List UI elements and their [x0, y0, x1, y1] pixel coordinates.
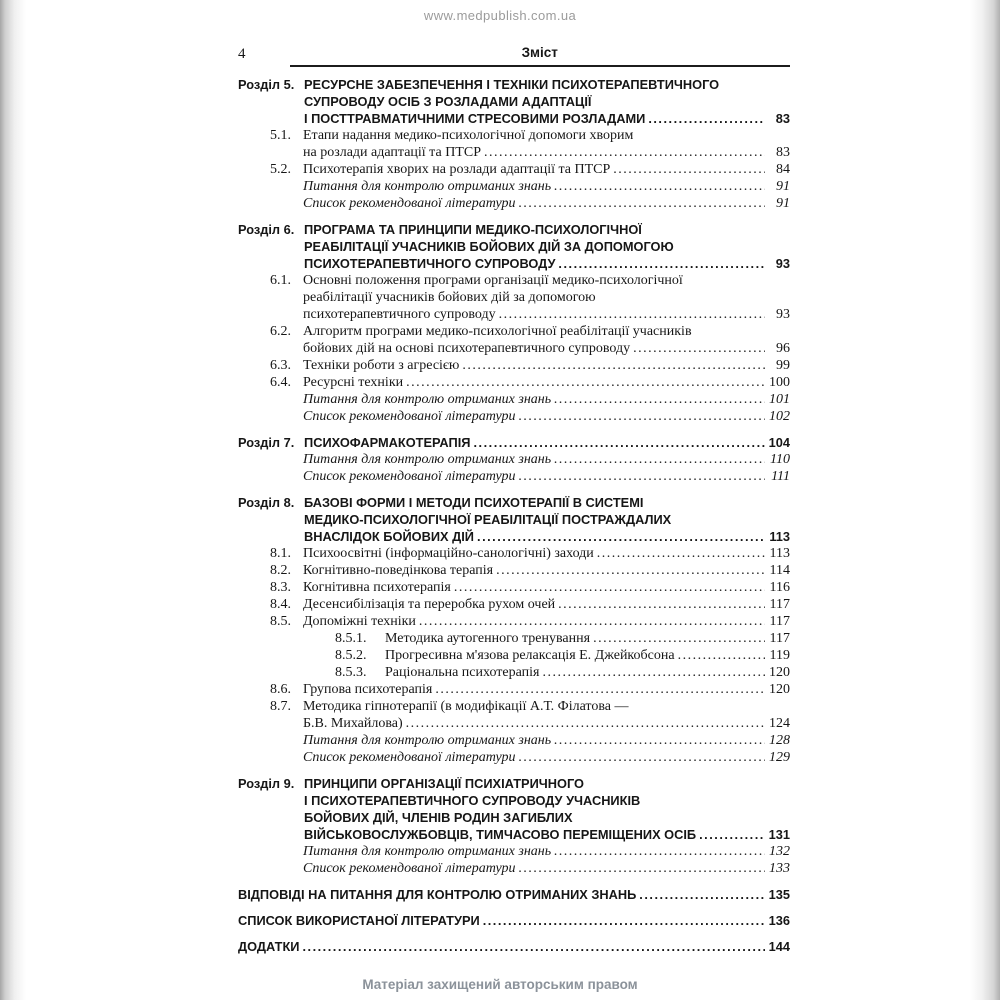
toc-entry-text: Раціональна психотерапія	[385, 665, 540, 680]
toc-entry-page: 119	[769, 648, 790, 663]
toc-entry-text: ПСИХОФАРМАКОТЕРАПІЯ	[304, 435, 471, 450]
toc-entry-row	[238, 391, 790, 408]
toc-entry-page: 93	[776, 307, 790, 322]
toc-entry-label: 8.5.3.	[335, 665, 367, 680]
toc-entry	[238, 613, 790, 630]
toc-entry-text: СПИСОК ВИКОРИСТАНОЇ ЛІТЕРАТУРИ	[238, 913, 480, 928]
toc-entry-text: Питання для контролю отриманих знань	[303, 452, 552, 467]
toc-entry-page: 91	[776, 179, 790, 194]
toc-entry-label: 6.1.	[270, 273, 291, 288]
toc-entry-row	[238, 826, 790, 843]
toc-entry-page: 83	[775, 111, 790, 126]
toc-entry-row	[238, 528, 790, 545]
toc-entry	[238, 938, 790, 955]
dot-leader	[613, 161, 765, 178]
dot-leader	[519, 860, 765, 877]
toc-entry-text: Психоосвітні (інформаційно-санологічні) заходи	[303, 546, 594, 561]
toc-entry-row	[238, 792, 790, 809]
toc-entry	[238, 912, 790, 929]
toc-entry-text: ВІДПОВІДІ НА ПИТАННЯ ДЛЯ КОНТРОЛЮ ОТРИМАНИХ ЗНАНЬ	[238, 887, 637, 902]
toc-entry-text: Методика аутогенного тренування	[385, 631, 591, 646]
toc-entry-text: Десенсибілізація та переробка рухом очей	[303, 597, 556, 612]
toc-entry-row	[238, 775, 790, 792]
toc-entry-text: Техніки роботи з агресією	[303, 358, 460, 373]
toc-entry-text: І ПСИХОТЕРАПЕВТИЧНОГО СУПРОВОДУ УЧАСНИКІВ	[304, 793, 641, 808]
dot-leader	[454, 579, 765, 596]
toc-entry-page: 132	[769, 844, 790, 859]
toc-entry	[238, 468, 790, 485]
toc-entry-row	[238, 272, 790, 289]
dot-leader	[699, 826, 765, 843]
toc-entry-row	[238, 562, 790, 579]
toc-entry	[238, 886, 790, 903]
toc-entry-page: 84	[776, 162, 790, 177]
toc-entry	[238, 374, 790, 391]
toc-entry-row	[238, 144, 790, 161]
toc-entry-row	[238, 596, 790, 613]
toc-entry-row	[238, 715, 790, 732]
dot-leader	[302, 938, 765, 955]
toc-entry-row	[238, 698, 790, 715]
dot-leader	[519, 408, 765, 425]
toc-entry-page: 91	[776, 196, 790, 211]
dot-leader	[558, 596, 765, 613]
toc-entry-text: І ПОСТТРАВМАТИЧНИМИ СТРЕСОВИМИ РОЗЛАДАМИ	[304, 111, 646, 126]
toc-entry-page: 116	[769, 580, 790, 595]
dot-leader	[639, 886, 765, 903]
toc-entry-page: 120	[769, 665, 790, 680]
toc-entry-page: 113	[769, 546, 790, 561]
dot-leader	[593, 630, 765, 647]
toc-entry-row	[238, 938, 790, 955]
dot-leader	[519, 468, 765, 485]
toc-entry	[238, 545, 790, 562]
copyright-footer: Матеріал захищений авторським правом	[362, 977, 638, 992]
toc-entry-row	[238, 579, 790, 596]
toc-entry-row	[238, 357, 790, 374]
dot-leader	[462, 357, 765, 374]
dot-leader	[633, 340, 765, 357]
toc-entry-page: 113	[769, 529, 790, 544]
toc-entry-page: 144	[768, 939, 790, 954]
toc-entry-text: Список рекомендованої літератури	[303, 196, 516, 211]
toc-entry-text: СУПРОВОДУ ОСІБ З РОЗЛАДАМИ АДАПТАЦІЇ	[304, 94, 592, 109]
page-heading: Зміст	[521, 45, 558, 60]
toc-entry-row	[238, 238, 790, 255]
toc-entry-page: 93	[775, 256, 790, 271]
toc-entry-row	[238, 178, 790, 195]
dot-leader	[477, 528, 765, 545]
toc-entry-text: Список рекомендованої літератури	[303, 750, 516, 765]
toc-entry	[238, 843, 790, 860]
page-content	[238, 44, 790, 955]
toc-entry-text: Когнітивно-поведінкова терапія	[303, 563, 494, 578]
toc-entry-row	[238, 127, 790, 144]
toc-entry-text: Прогресивна м'язова релаксація Е. Джейкобсона	[385, 648, 675, 663]
toc-entry-row	[238, 323, 790, 340]
toc-entry-label: 5.1.	[270, 128, 291, 143]
dot-leader	[597, 545, 765, 562]
toc-entry-page: 83	[776, 145, 790, 160]
toc-entry-row	[238, 110, 790, 127]
toc-entry-row	[238, 664, 790, 681]
dot-leader	[406, 374, 765, 391]
toc-entry	[238, 323, 790, 357]
toc-entry-row	[238, 221, 790, 238]
toc-entry-row	[238, 93, 790, 110]
toc-entry-row	[238, 195, 790, 212]
toc-entry-label: 8.5.	[270, 614, 291, 629]
toc-list	[238, 76, 790, 955]
dot-leader	[554, 178, 765, 195]
toc-entry-row	[238, 886, 790, 903]
toc-entry-row	[238, 408, 790, 425]
toc-entry-text: Б.В. Михайлова)	[303, 716, 403, 731]
dot-leader	[554, 451, 765, 468]
toc-entry	[238, 391, 790, 408]
toc-entry	[238, 749, 790, 766]
toc-entry-page: 129	[769, 750, 790, 765]
toc-entry	[238, 562, 790, 579]
toc-entry-page: 110	[770, 452, 790, 467]
toc-entry-label: 5.2.	[270, 162, 291, 177]
toc-entry-text: Питання для контролю отриманих знань	[303, 179, 552, 194]
toc-entry-label: Розділ 8.	[238, 495, 295, 510]
toc-entry-text: Питання для контролю отриманих знань	[303, 844, 552, 859]
toc-entry-row	[238, 545, 790, 562]
toc-entry-label: 6.3.	[270, 358, 291, 373]
toc-entry-row	[238, 647, 790, 664]
heading-rule	[290, 44, 791, 67]
toc-entry-text: Етапи надання медико-психологічної допомоги хворим	[303, 128, 634, 143]
dot-leader	[554, 732, 765, 749]
dot-leader	[483, 912, 765, 929]
toc-entry-text: ПРОГРАМА ТА ПРИНЦИПИ МЕДИКО-ПСИХОЛОГІЧНОЇ	[304, 222, 642, 237]
toc-entry-page: 114	[769, 563, 790, 578]
toc-entry-label: 8.7.	[270, 699, 291, 714]
toc-entry-row	[238, 860, 790, 877]
toc-entry-label: 6.4.	[270, 375, 291, 390]
toc-entry	[238, 775, 790, 843]
toc-entry-text: бойових дій на основі психотерапевтичного супроводу	[303, 341, 631, 356]
dot-leader	[435, 681, 765, 698]
toc-entry-text: БАЗОВІ ФОРМИ І МЕТОДИ ПСИХОТЕРАПІЇ В СИСТЕМІ	[304, 495, 644, 510]
toc-entry-row	[238, 340, 790, 357]
toc-entry-page: 131	[768, 827, 790, 842]
dot-leader	[648, 110, 765, 127]
toc-entry-text: Питання для контролю отриманих знань	[303, 392, 552, 407]
toc-entry-row	[238, 306, 790, 323]
toc-entry	[238, 408, 790, 425]
toc-entry	[238, 451, 790, 468]
toc-entry-page: 99	[776, 358, 790, 373]
toc-entry-row	[238, 468, 790, 485]
toc-entry-label: 8.5.2.	[335, 648, 367, 663]
toc-entry	[238, 221, 790, 272]
toc-entry-page: 128	[769, 733, 790, 748]
dot-leader	[484, 144, 765, 161]
toc-entry	[238, 860, 790, 877]
toc-entry-label: Розділ 7.	[238, 435, 295, 450]
toc-entry-row	[238, 374, 790, 391]
scan-edge-left	[0, 0, 26, 1000]
toc-entry-row	[238, 76, 790, 93]
toc-entry-text: Алгоритм програми медико-психологічної реабілітації учасників	[303, 324, 692, 339]
toc-entry-text: Основні положення програми організації медико-психологічної	[303, 273, 683, 288]
toc-entry-row	[238, 511, 790, 528]
dot-leader	[496, 562, 765, 579]
dot-leader	[554, 843, 765, 860]
toc-entry	[238, 494, 790, 545]
toc-entry-text: ВІЙСЬКОВОСЛУЖБОВЦІВ, ТИМЧАСОВО ПЕРЕМІЩЕНИХ ОСІБ	[304, 827, 697, 842]
toc-entry-page: 135	[768, 887, 790, 902]
toc-entry-label: 8.5.1.	[335, 631, 367, 646]
toc-entry	[238, 195, 790, 212]
toc-entry	[238, 681, 790, 698]
toc-entry-row	[238, 255, 790, 272]
toc-entry-row	[238, 912, 790, 929]
toc-entry-page: 133	[769, 861, 790, 876]
toc-entry	[238, 647, 790, 664]
toc-entry-text: РЕСУРСНЕ ЗАБЕЗПЕЧЕННЯ І ТЕХНІКИ ПСИХОТЕРАПЕВТИЧНОГО	[304, 77, 720, 92]
toc-entry-label: 8.1.	[270, 546, 291, 561]
toc-entry-text: Список рекомендованої літератури	[303, 409, 516, 424]
toc-entry	[238, 178, 790, 195]
dot-leader	[554, 391, 765, 408]
dot-leader	[678, 647, 765, 664]
toc-entry-row	[238, 289, 790, 306]
toc-entry-text: ПРИНЦИПИ ОРГАНІЗАЦІЇ ПСИХІАТРИЧНОГО	[304, 776, 585, 791]
toc-entry	[238, 127, 790, 161]
toc-entry-row	[238, 749, 790, 766]
toc-entry-page: 124	[769, 716, 790, 731]
toc-entry-text: МЕДИКО-ПСИХОЛОГІЧНОЇ РЕАБІЛІТАЦІЇ ПОСТРАЖДАЛИХ	[304, 512, 672, 527]
toc-entry-text: Список рекомендованої літератури	[303, 469, 516, 484]
toc-entry-page: 101	[769, 392, 790, 407]
toc-entry	[238, 434, 790, 451]
toc-entry-text: РЕАБІЛІТАЦІЇ УЧАСНИКІВ БОЙОВИХ ДІЙ ЗА ДОПОМОГОЮ	[304, 239, 674, 254]
toc-entry-text: Список рекомендованої літератури	[303, 861, 516, 876]
page-header	[238, 44, 790, 67]
toc-entry-page: 100	[769, 375, 790, 390]
toc-entry-row	[238, 161, 790, 178]
toc-entry-row	[238, 434, 790, 451]
toc-entry-row	[238, 613, 790, 630]
dot-leader	[473, 434, 765, 451]
toc-entry-label: 8.3.	[270, 580, 291, 595]
toc-entry-text: Методика гіпнотерапії (в модифікації А.Т. Філатова —	[303, 699, 629, 714]
toc-entry	[238, 630, 790, 647]
toc-entry	[238, 579, 790, 596]
dot-leader	[519, 195, 765, 212]
toc-entry-page: 120	[769, 682, 790, 697]
toc-entry-label: Розділ 5.	[238, 77, 295, 92]
toc-entry-row	[238, 843, 790, 860]
toc-entry-text: реабілітації учасників бойових дій за допомогою	[303, 290, 596, 305]
toc-entry-text: Групова психотерапія	[303, 682, 433, 697]
toc-entry-page: 117	[769, 631, 790, 646]
toc-entry-row	[238, 451, 790, 468]
toc-entry-page: 117	[769, 614, 790, 629]
toc-entry-row	[238, 732, 790, 749]
toc-entry	[238, 664, 790, 681]
toc-entry-page: 136	[768, 913, 790, 928]
toc-entry-page: 117	[769, 597, 790, 612]
toc-entry-text: на розлади адаптації та ПТСР	[303, 145, 481, 160]
toc-entry-text: Когнітивна психотерапія	[303, 580, 451, 595]
toc-entry	[238, 357, 790, 374]
toc-entry-row	[238, 494, 790, 511]
toc-entry-text: Ресурсні техніки	[303, 375, 404, 390]
dot-leader	[499, 306, 765, 323]
toc-entry	[238, 732, 790, 749]
page-number: 4	[238, 46, 246, 62]
toc-entry-label: 8.6.	[270, 682, 291, 697]
toc-entry	[238, 596, 790, 613]
toc-entry-text: БОЙОВИХ ДІЙ, ЧЛЕНІВ РОДИН ЗАГИБЛИХ	[304, 810, 573, 825]
dot-leader	[558, 255, 765, 272]
toc-entry	[238, 272, 790, 323]
toc-entry-row	[238, 630, 790, 647]
toc-entry-text: психотерапевтичного супроводу	[303, 307, 496, 322]
toc-entry-text: Психотерапія хворих на розлади адаптації та ПТСР	[303, 162, 611, 177]
toc-entry-page: 104	[768, 435, 790, 450]
toc-entry-row	[238, 809, 790, 826]
toc-entry-page: 96	[776, 341, 790, 356]
dot-leader	[542, 664, 765, 681]
toc-entry-text: Допоміжні техніки	[303, 614, 416, 629]
toc-entry-text: ПСИХОТЕРАПЕВТИЧНОГО СУПРОВОДУ	[304, 256, 556, 271]
toc-entry-text: Питання для контролю отриманих знань	[303, 733, 552, 748]
toc-entry	[238, 161, 790, 178]
toc-entry	[238, 698, 790, 732]
scan-edge-right	[970, 0, 1000, 1000]
watermark-url: www.medpublish.com.ua	[423, 8, 577, 23]
toc-entry-row	[238, 681, 790, 698]
toc-entry-text: ДОДАТКИ	[238, 939, 300, 954]
toc-entry-page: 102	[769, 409, 790, 424]
dot-leader	[406, 715, 765, 732]
toc-entry-page: 111	[771, 469, 790, 484]
toc-entry-text: ВНАСЛІДОК БОЙОВИХ ДІЙ	[304, 529, 475, 544]
dot-leader	[419, 613, 765, 630]
toc-entry-label: 8.4.	[270, 597, 291, 612]
toc-entry	[238, 76, 790, 127]
toc-entry-label: Розділ 6.	[238, 222, 295, 237]
dot-leader	[519, 749, 765, 766]
toc-entry-label: 6.2.	[270, 324, 291, 339]
toc-entry-label: 8.2.	[270, 563, 291, 578]
toc-entry-label: Розділ 9.	[238, 776, 295, 791]
